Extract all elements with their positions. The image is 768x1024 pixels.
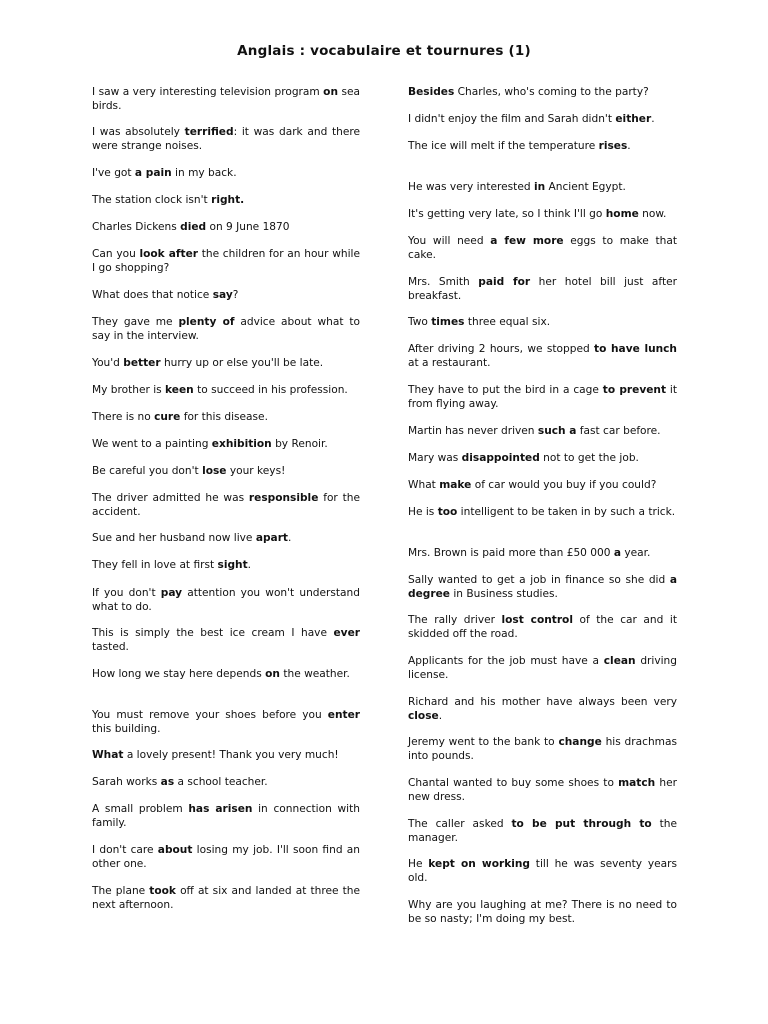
sentence-item bbox=[92, 86, 360, 113]
sentence-text: Applicants for the job must have a bbox=[408, 655, 604, 667]
sentence-text: If you don't bbox=[92, 587, 161, 599]
sentence-item bbox=[92, 627, 360, 654]
sentence-text: three equal six. bbox=[464, 316, 551, 328]
highlighted-word: took bbox=[149, 885, 176, 897]
highlighted-word: better bbox=[123, 357, 161, 369]
sentence-item bbox=[92, 844, 360, 871]
sentence-item bbox=[408, 181, 677, 195]
sentence-text: The station clock isn't bbox=[92, 194, 212, 206]
sentence-text: Mrs. Smith bbox=[408, 276, 479, 288]
sentence-text: for this disease. bbox=[180, 411, 268, 423]
sentence-item bbox=[408, 574, 677, 601]
sentence-item bbox=[408, 452, 677, 466]
sentence-text: of the car and it skidded off the road. bbox=[408, 614, 677, 640]
highlighted-word: make bbox=[439, 479, 472, 491]
sentence-text: I was absolutely bbox=[92, 126, 185, 138]
highlighted-word: clean bbox=[603, 655, 636, 667]
sentence-text: on 9 June 1870 bbox=[206, 221, 290, 233]
highlighted-word: keen bbox=[165, 384, 194, 396]
document-title: Anglais : vocabulaire et tournures (1) bbox=[237, 43, 531, 59]
highlighted-word: lost control bbox=[501, 614, 573, 626]
sentence-item bbox=[92, 492, 360, 519]
sentence-text: Two bbox=[408, 316, 432, 328]
sentence-text: Ancient Egypt. bbox=[545, 181, 626, 193]
sentence-text: . bbox=[247, 559, 252, 571]
sentence-text: advice about what to say in the interview. bbox=[92, 316, 360, 342]
sentence-text: year. bbox=[621, 547, 651, 559]
sentence-item bbox=[92, 194, 360, 208]
sentence-item bbox=[92, 357, 360, 371]
sentence-item bbox=[408, 655, 677, 682]
sentence-text: After driving 2 hours, we stopped bbox=[408, 343, 595, 355]
sentence-text: in my back. bbox=[171, 167, 237, 179]
sentence-text: Mary was bbox=[408, 452, 462, 464]
sentence-text: What does that notice bbox=[92, 289, 213, 301]
highlighted-word: died bbox=[180, 221, 207, 233]
highlighted-word: cure bbox=[154, 411, 181, 423]
sentence-text: I saw a very interesting television program bbox=[92, 86, 324, 98]
sentence-item bbox=[408, 696, 677, 723]
highlighted-word: on bbox=[323, 86, 338, 98]
sentence-text: a school teacher. bbox=[174, 776, 268, 788]
sentence-text: The caller asked bbox=[408, 818, 512, 830]
sentence-text: : it was dark and there were strange noises. bbox=[92, 126, 361, 152]
highlighted-word: a bbox=[613, 547, 622, 559]
highlighted-word: in bbox=[533, 181, 546, 193]
sentence-text: He is bbox=[408, 506, 438, 518]
sentence-text: How long we stay here depends bbox=[92, 668, 266, 680]
sentence-text: Mrs. Brown is paid more than £50 000 bbox=[408, 547, 614, 559]
highlighted-word: change bbox=[558, 736, 602, 748]
sentence-item bbox=[92, 465, 360, 479]
sentence-item bbox=[408, 235, 677, 262]
sentence-item bbox=[408, 506, 677, 520]
sentence-text: a lovely present! Thank you very much! bbox=[123, 749, 339, 761]
highlighted-word: ever bbox=[333, 627, 360, 639]
highlighted-word: say bbox=[212, 289, 233, 301]
sentence-text: intelligent to be taken in by such a trick. bbox=[457, 506, 676, 518]
highlighted-word: has arisen bbox=[188, 803, 253, 815]
sentence-text: Sarah works bbox=[92, 776, 161, 788]
sentence-text: Sue and her husband now live bbox=[92, 532, 256, 544]
sentence-item bbox=[408, 343, 677, 370]
sentence-item bbox=[408, 113, 677, 127]
sentence-text: The driver admitted he was bbox=[92, 492, 249, 504]
sentence-item bbox=[408, 547, 677, 561]
sentence-text: by Renoir. bbox=[271, 438, 328, 450]
sentence-text: He bbox=[408, 858, 429, 870]
highlighted-word: disappointed bbox=[461, 452, 540, 464]
sentence-text: They have to put the bird in a cage bbox=[408, 384, 603, 396]
sentence-text: off at six and landed at three the next afternoon. bbox=[92, 885, 360, 911]
sentence-text: the manager. bbox=[408, 818, 677, 844]
sentence-text: for the accident. bbox=[92, 492, 360, 518]
sentence-item bbox=[92, 749, 360, 763]
sentence-text: I don't care bbox=[92, 844, 158, 856]
sentence-item bbox=[92, 248, 360, 275]
sentence-text: . bbox=[627, 140, 631, 152]
sentence-item bbox=[92, 221, 360, 235]
highlighted-word: to have lunch bbox=[594, 343, 677, 355]
sentence-text: in connection with family. bbox=[92, 803, 360, 829]
highlighted-word: to prevent bbox=[602, 384, 667, 396]
sentence-text: They fell in love at first bbox=[92, 559, 218, 571]
highlighted-word: kept on working bbox=[428, 858, 531, 870]
sentence-text: tasted. bbox=[92, 640, 129, 653]
sentence-text: not to get the job. bbox=[539, 452, 639, 464]
sentence-text: The rally driver bbox=[408, 614, 502, 626]
sentence-text: fast car before. bbox=[576, 425, 661, 437]
sentence-item bbox=[408, 899, 677, 926]
sentence-text: eggs to make that cake. bbox=[408, 235, 677, 261]
sentence-text: hurry up or else you'll be late. bbox=[160, 357, 324, 369]
sentence-text: to succeed in his profession. bbox=[193, 384, 348, 396]
sentence-item bbox=[408, 736, 677, 763]
highlighted-word: close bbox=[408, 709, 439, 722]
highlighted-word: sight bbox=[217, 559, 248, 571]
sentence-text: . bbox=[288, 532, 292, 544]
sentence-text: Martin has never driven bbox=[408, 425, 538, 437]
sentence-text: Sally wanted to get a job in finance so she did bbox=[408, 574, 670, 586]
sentence-text: his drachmas into pounds. bbox=[408, 736, 677, 762]
sentence-item bbox=[408, 777, 677, 804]
sentence-item bbox=[408, 425, 677, 439]
highlighted-word: too bbox=[437, 506, 458, 518]
sentence-text: You will need bbox=[408, 235, 491, 247]
sentence-item bbox=[92, 126, 360, 153]
sentence-text: sea birds. bbox=[92, 86, 360, 112]
sentence-item bbox=[92, 559, 360, 573]
sentence-text: till he was seventy years old. bbox=[408, 858, 677, 884]
sentence-text: . bbox=[651, 113, 655, 125]
sentence-text: I've got bbox=[92, 167, 135, 179]
sentence-text: driving license. bbox=[408, 655, 677, 681]
highlighted-word: exhibition bbox=[211, 438, 272, 450]
sentence-text: A small problem bbox=[92, 803, 189, 815]
sentence-text: This is simply the best ice cream I have bbox=[92, 627, 334, 639]
sentence-text: It's getting very late, so I think I'll go bbox=[408, 208, 606, 220]
sentence-text: this building. bbox=[92, 722, 161, 735]
highlighted-word: right. bbox=[211, 194, 245, 206]
highlighted-word: plenty of bbox=[178, 316, 235, 328]
highlighted-word: about bbox=[157, 844, 193, 856]
sentence-item bbox=[408, 276, 677, 303]
highlighted-word: match bbox=[618, 777, 656, 789]
sentence-item bbox=[408, 384, 677, 411]
sentence-item bbox=[92, 411, 360, 425]
highlighted-word: responsible bbox=[248, 492, 319, 504]
sentence-item bbox=[92, 438, 360, 452]
highlighted-word: What bbox=[92, 749, 124, 761]
sentence-item bbox=[408, 614, 677, 641]
sentence-text: in Business studies. bbox=[449, 587, 558, 600]
sentence-text: her hotel bill just after breakfast. bbox=[408, 276, 677, 302]
highlighted-word: rises bbox=[598, 140, 628, 152]
sentence-text: it from flying away. bbox=[408, 384, 677, 410]
sentence-text: They gave me bbox=[92, 316, 179, 328]
sentence-text: the children for an hour while I go shopping? bbox=[92, 248, 360, 274]
sentence-text: He was very interested bbox=[408, 181, 534, 193]
sentence-text: your keys! bbox=[226, 465, 286, 477]
sentence-item bbox=[408, 316, 677, 330]
sentence-text: of car would you buy if you could? bbox=[471, 479, 657, 491]
sentence-text: The ice will melt if the temperature bbox=[408, 140, 599, 152]
highlighted-word: lose bbox=[202, 465, 227, 477]
sentence-text: Richard and his mother have always been very bbox=[408, 696, 677, 708]
highlighted-word: either bbox=[615, 113, 652, 125]
sentence-item bbox=[408, 86, 677, 100]
highlighted-word: terrified bbox=[184, 126, 234, 138]
sentence-item bbox=[92, 316, 360, 343]
sentence-text: Can you bbox=[92, 248, 140, 260]
sentence-item bbox=[92, 289, 360, 303]
sentence-item bbox=[408, 858, 677, 885]
sentence-text: Why are you laughing at me? There is no need to be so nasty; I'm doing my best. bbox=[408, 899, 677, 925]
sentence-text: There is no bbox=[92, 411, 155, 423]
highlighted-word: a pain bbox=[134, 167, 172, 179]
sentence-item bbox=[92, 776, 360, 790]
highlighted-word: as bbox=[160, 776, 175, 788]
sentence-text: at a restaurant. bbox=[408, 356, 491, 369]
sentence-text: We went to a painting bbox=[92, 438, 212, 450]
sentence-item bbox=[92, 885, 360, 912]
sentence-item bbox=[92, 587, 360, 614]
sentence-item bbox=[92, 384, 360, 398]
highlighted-word: such a bbox=[537, 425, 577, 437]
sentence-text: What bbox=[408, 479, 440, 491]
sentence-item bbox=[92, 803, 360, 830]
highlighted-word: apart bbox=[255, 532, 288, 544]
sentence-item bbox=[92, 668, 360, 682]
highlighted-word: look after bbox=[139, 248, 198, 260]
highlighted-word: enter bbox=[327, 709, 360, 721]
sentence-text: Charles, who's coming to the party? bbox=[454, 86, 649, 98]
highlighted-word: times bbox=[431, 316, 465, 328]
sentence-text: I didn't enjoy the film and Sarah didn't bbox=[408, 113, 616, 125]
highlighted-word: home bbox=[605, 208, 639, 220]
sentence-item bbox=[92, 709, 360, 736]
sentence-text: attention you won't understand what to do. bbox=[92, 587, 360, 613]
sentence-item bbox=[92, 532, 360, 546]
highlighted-word: pay bbox=[160, 587, 183, 599]
sentence-text: now. bbox=[638, 208, 667, 220]
sentence-item bbox=[408, 140, 677, 154]
sentence-text: her new dress. bbox=[408, 777, 677, 803]
sentence-text: Chantal wanted to buy some shoes to bbox=[408, 777, 619, 789]
sentence-text: The plane bbox=[92, 885, 150, 897]
sentence-text: ? bbox=[232, 289, 239, 301]
highlighted-word: to be put through to bbox=[511, 818, 652, 830]
sentence-text: losing my job. I'll soon find an other one. bbox=[92, 844, 360, 870]
sentence-text: Be careful you don't bbox=[92, 465, 203, 477]
sentence-item bbox=[92, 167, 360, 181]
sentence-item bbox=[408, 818, 677, 845]
highlighted-word: a few more bbox=[490, 235, 564, 247]
highlighted-word: paid for bbox=[478, 276, 531, 288]
highlighted-word: a degree bbox=[408, 574, 677, 600]
sentence-text: the weather. bbox=[279, 668, 350, 680]
sentence-item bbox=[408, 208, 677, 222]
sentence-item bbox=[408, 479, 677, 493]
highlighted-word: Besides bbox=[408, 86, 455, 98]
sentence-text: . bbox=[438, 709, 443, 722]
sentence-text: Charles Dickens bbox=[92, 221, 181, 233]
sentence-text: Jeremy went to the bank to bbox=[408, 736, 559, 748]
highlighted-word: on bbox=[265, 668, 280, 680]
sentence-text: You'd bbox=[92, 357, 124, 369]
sentence-text: My brother is bbox=[92, 384, 166, 396]
sentence-text: You must remove your shoes before you bbox=[92, 709, 328, 721]
